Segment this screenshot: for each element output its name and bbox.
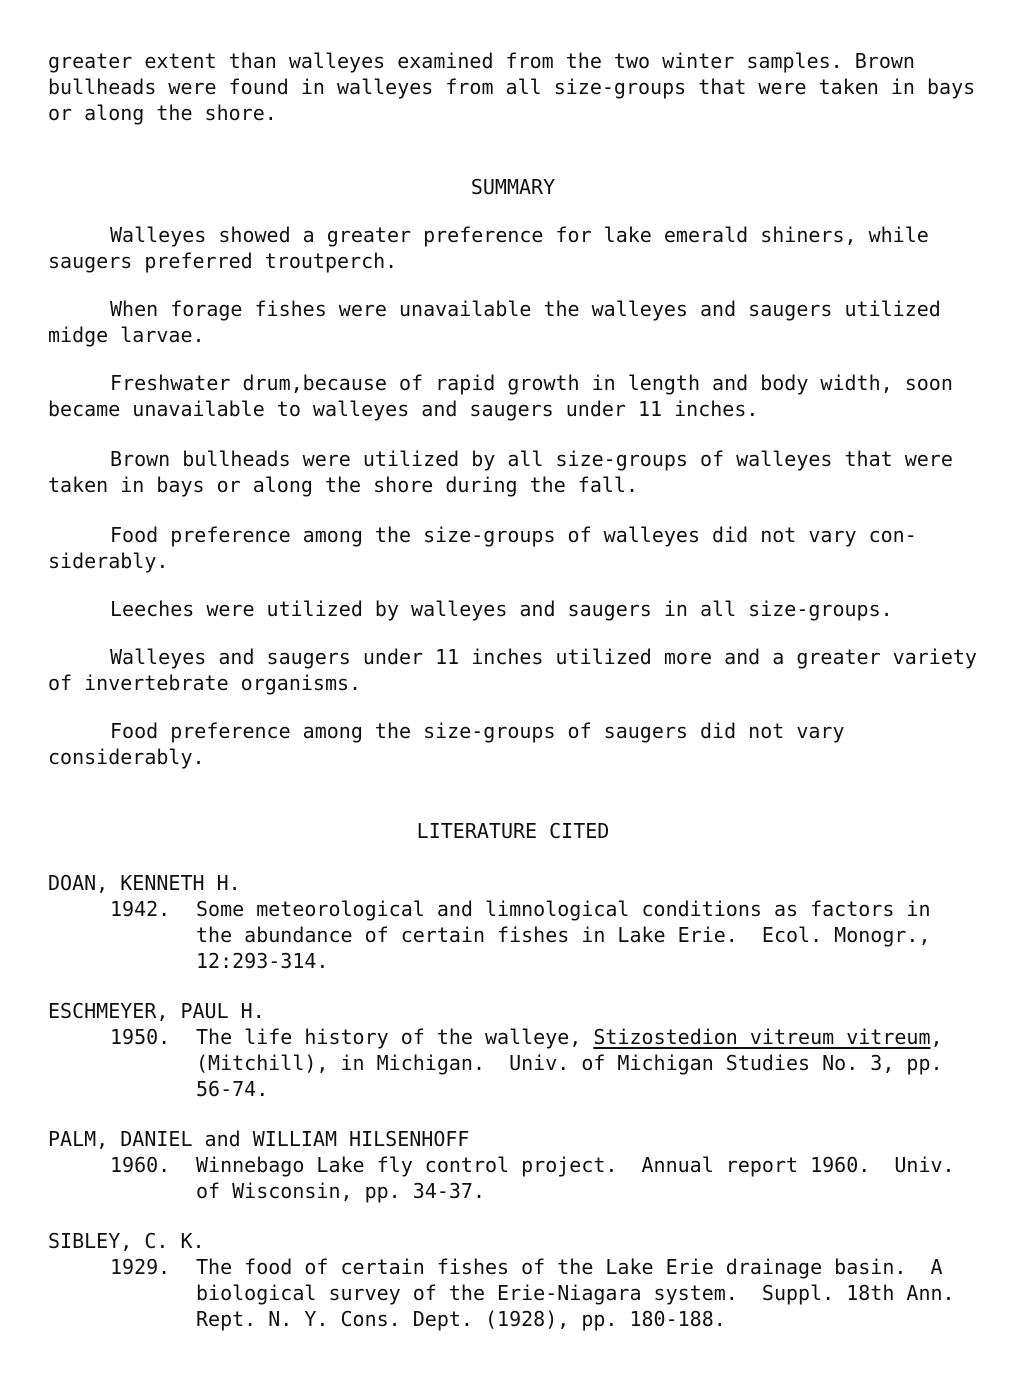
reference-text: Some meteorological and limnological conditions as factors in the abundance of certain fishes in Lake Erie. Ecol. Monogr., 12:293-314. <box>196 897 943 973</box>
reference-author: ESCHMEYER, PAUL H. <box>48 999 265 1023</box>
reference-item <box>48 1228 978 1332</box>
summary-paragraph: Freshwater drum,because of rapid growth in length and body width, soon became unavailable to walleyes and saugers under 11 inches. <box>48 371 965 421</box>
reference-year: 1942. <box>110 897 171 921</box>
reference-text: Winnebago Lake fly control project. Annual report 1960. Univ. of Wisconsin, pp. 34-37. <box>196 1153 967 1203</box>
summary-paragraph: Walleyes showed a greater preference for lake emerald shiners, while saugers preferred troutperch. <box>48 223 941 273</box>
summary-paragraph: Food preference among the size-groups of walleyes did not vary con-siderably. <box>48 523 917 573</box>
summary-paragraph: When forage fishes were unavailable the walleyes and saugers utilized midge larvae. <box>48 297 953 347</box>
summary-paragraph: Food preference among the size-groups of saugers did not vary considerably. <box>48 719 857 769</box>
reference-text-before: The life history of the walleye, <box>196 1025 594 1049</box>
reference-text: The food of certain fishes of the Lake Erie drainage basin. A biological survey of the Erie-Niagara system. Suppl. 18th Ann. Rept. N. Y. Cons. Dept. (1928), pp. 180-188. <box>196 1255 967 1331</box>
summary-paragraph: Walleyes and saugers under 11 inches utilized more and a greater variety of invertebrate organisms. <box>48 645 989 695</box>
species-name-underlined: Stizostedion vitreum vitreum <box>593 1025 931 1049</box>
reference-text <box>196 1024 978 1102</box>
document-page <box>48 48 989 1332</box>
literature-heading: LITERATURE CITED <box>416 819 610 843</box>
intro-paragraph: greater extent than walleyes examined from the two winter samples. Brown bullheads were found in walleyes from all size-groups that were taken in bays or along the shore. <box>48 49 988 125</box>
summary-heading: SUMMARY <box>470 175 556 199</box>
reference-item <box>48 998 978 1102</box>
reference-year: 1950. <box>110 1025 171 1049</box>
reference-item <box>48 1126 978 1204</box>
reference-author: DOAN, KENNETH H. <box>48 871 241 895</box>
reference-text-after: , (Mitchill), in Michigan. Univ. of Michigan Studies No. 3, pp. 56-74. <box>196 1025 955 1101</box>
reference-author: SIBLEY, C. K. <box>48 1229 205 1253</box>
summary-paragraph: Brown bullheads were utilized by all size-groups of walleyes that were taken in bays or along the shore during the fall. <box>48 447 965 497</box>
summary-paragraph: Leeches were utilized by walleyes and saugers in all size-groups. <box>110 597 893 621</box>
reference-author: PALM, DANIEL and WILLIAM HILSENHOFF <box>48 1127 470 1151</box>
reference-year: 1929. <box>110 1255 171 1279</box>
reference-year: 1960. <box>110 1153 171 1177</box>
reference-item <box>48 870 978 974</box>
